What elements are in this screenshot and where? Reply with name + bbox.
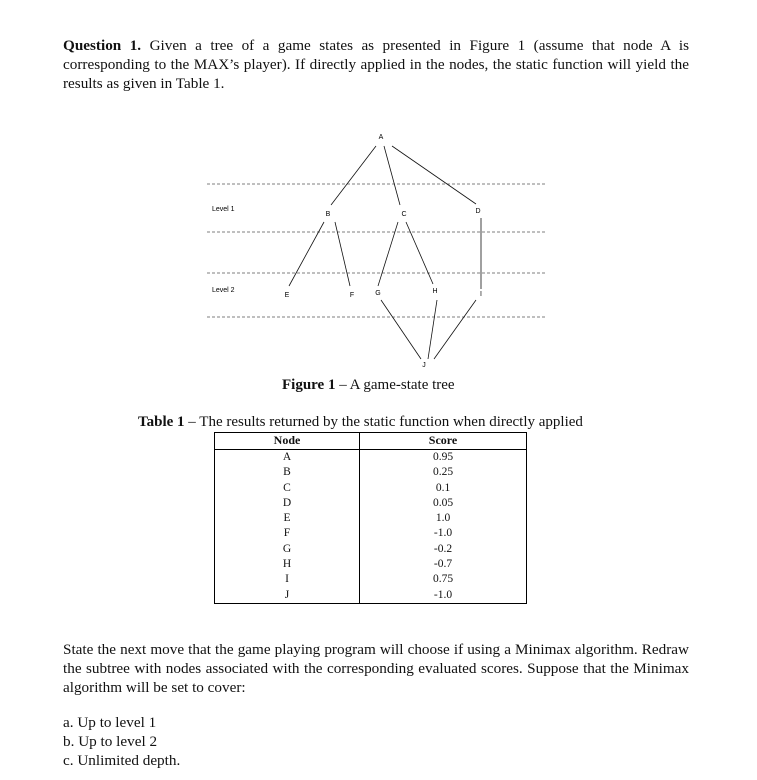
cell-score: 0.95 — [360, 450, 527, 466]
question-text: Given a tree of a game states as presented in Figure 1 (assume that node A is corresponding to the MAX’s player). If directly applied in the nodes, the static function will yield the results as given in Table 1. — [63, 37, 690, 92]
cell-score: 0.75 — [360, 572, 527, 587]
edge-a-b — [331, 146, 376, 205]
table-row — [215, 557, 527, 572]
cell-node: B — [215, 465, 360, 480]
table-row — [215, 481, 527, 496]
cell-score: 0.1 — [360, 481, 527, 496]
table-header-row — [215, 433, 527, 450]
edge-a-c — [384, 146, 400, 205]
instruction-paragraph: State the next move that the game playing program will choose if using a Minimax algorithm. Redraw the subtree with nodes associated with the corresponding evaluated scores. Suppose that the Minimax algorithm will be set to cover: — [63, 641, 689, 696]
cell-node: A — [215, 450, 360, 466]
cell-score: 0.05 — [360, 496, 527, 511]
table-caption-text: – The results returned by the static function when directly applied — [184, 414, 583, 430]
figure-caption-label: Figure 1 — [282, 377, 336, 393]
cell-node: J — [215, 588, 360, 604]
cell-node: C — [215, 481, 360, 496]
level-1-label: Level 1 — [212, 206, 235, 213]
level-2-label: Level 2 — [212, 287, 235, 294]
cell-node: D — [215, 496, 360, 511]
cell-score: -0.2 — [360, 542, 527, 557]
node-d: D — [475, 208, 481, 215]
node-h: H — [432, 288, 438, 295]
cell-node: G — [215, 542, 360, 557]
node-b: B — [325, 211, 331, 218]
figure-caption-text: – A game-state tree — [335, 377, 455, 393]
table-row — [215, 450, 527, 466]
cell-score: -1.0 — [360, 588, 527, 604]
cell-node: E — [215, 511, 360, 526]
node-f: F — [349, 292, 355, 299]
cell-node: H — [215, 557, 360, 572]
node-j: J — [422, 362, 426, 369]
table-row — [215, 465, 527, 480]
edge-c-h — [406, 222, 433, 284]
cell-score: -0.7 — [360, 557, 527, 572]
edge-g-j — [381, 300, 421, 359]
node-a: A — [378, 134, 384, 141]
node-c: C — [401, 211, 407, 218]
edge-a-d — [392, 146, 476, 204]
figure-caption — [282, 377, 455, 394]
level-dividers — [207, 184, 546, 317]
table-row — [215, 511, 527, 526]
edge-h-j — [428, 300, 437, 359]
option-c: c. Unlimited depth. — [63, 752, 181, 769]
table-row — [215, 526, 527, 541]
table-caption-label: Table 1 — [138, 414, 185, 430]
header-node: Node — [215, 433, 360, 450]
node-i: I — [480, 291, 482, 298]
edge-i-j — [434, 300, 476, 359]
cell-node: F — [215, 526, 360, 541]
table-row — [215, 542, 527, 557]
cell-score: -1.0 — [360, 526, 527, 541]
option-a: a. Up to level 1 — [63, 714, 157, 731]
tree-edges — [289, 146, 481, 359]
options-list — [63, 713, 180, 770]
cell-score: 0.25 — [360, 465, 527, 480]
table-row — [215, 588, 527, 604]
header-score: Score — [360, 433, 527, 450]
question-label: Question 1. — [63, 37, 142, 54]
cell-score: 1.0 — [360, 511, 527, 526]
table-caption — [138, 414, 583, 431]
cell-node: I — [215, 572, 360, 587]
table-row — [215, 572, 527, 587]
table-row — [215, 496, 527, 511]
node-e: E — [284, 292, 290, 299]
node-g: G — [375, 290, 381, 297]
score-table — [214, 432, 527, 604]
option-b: b. Up to level 2 — [63, 733, 158, 750]
